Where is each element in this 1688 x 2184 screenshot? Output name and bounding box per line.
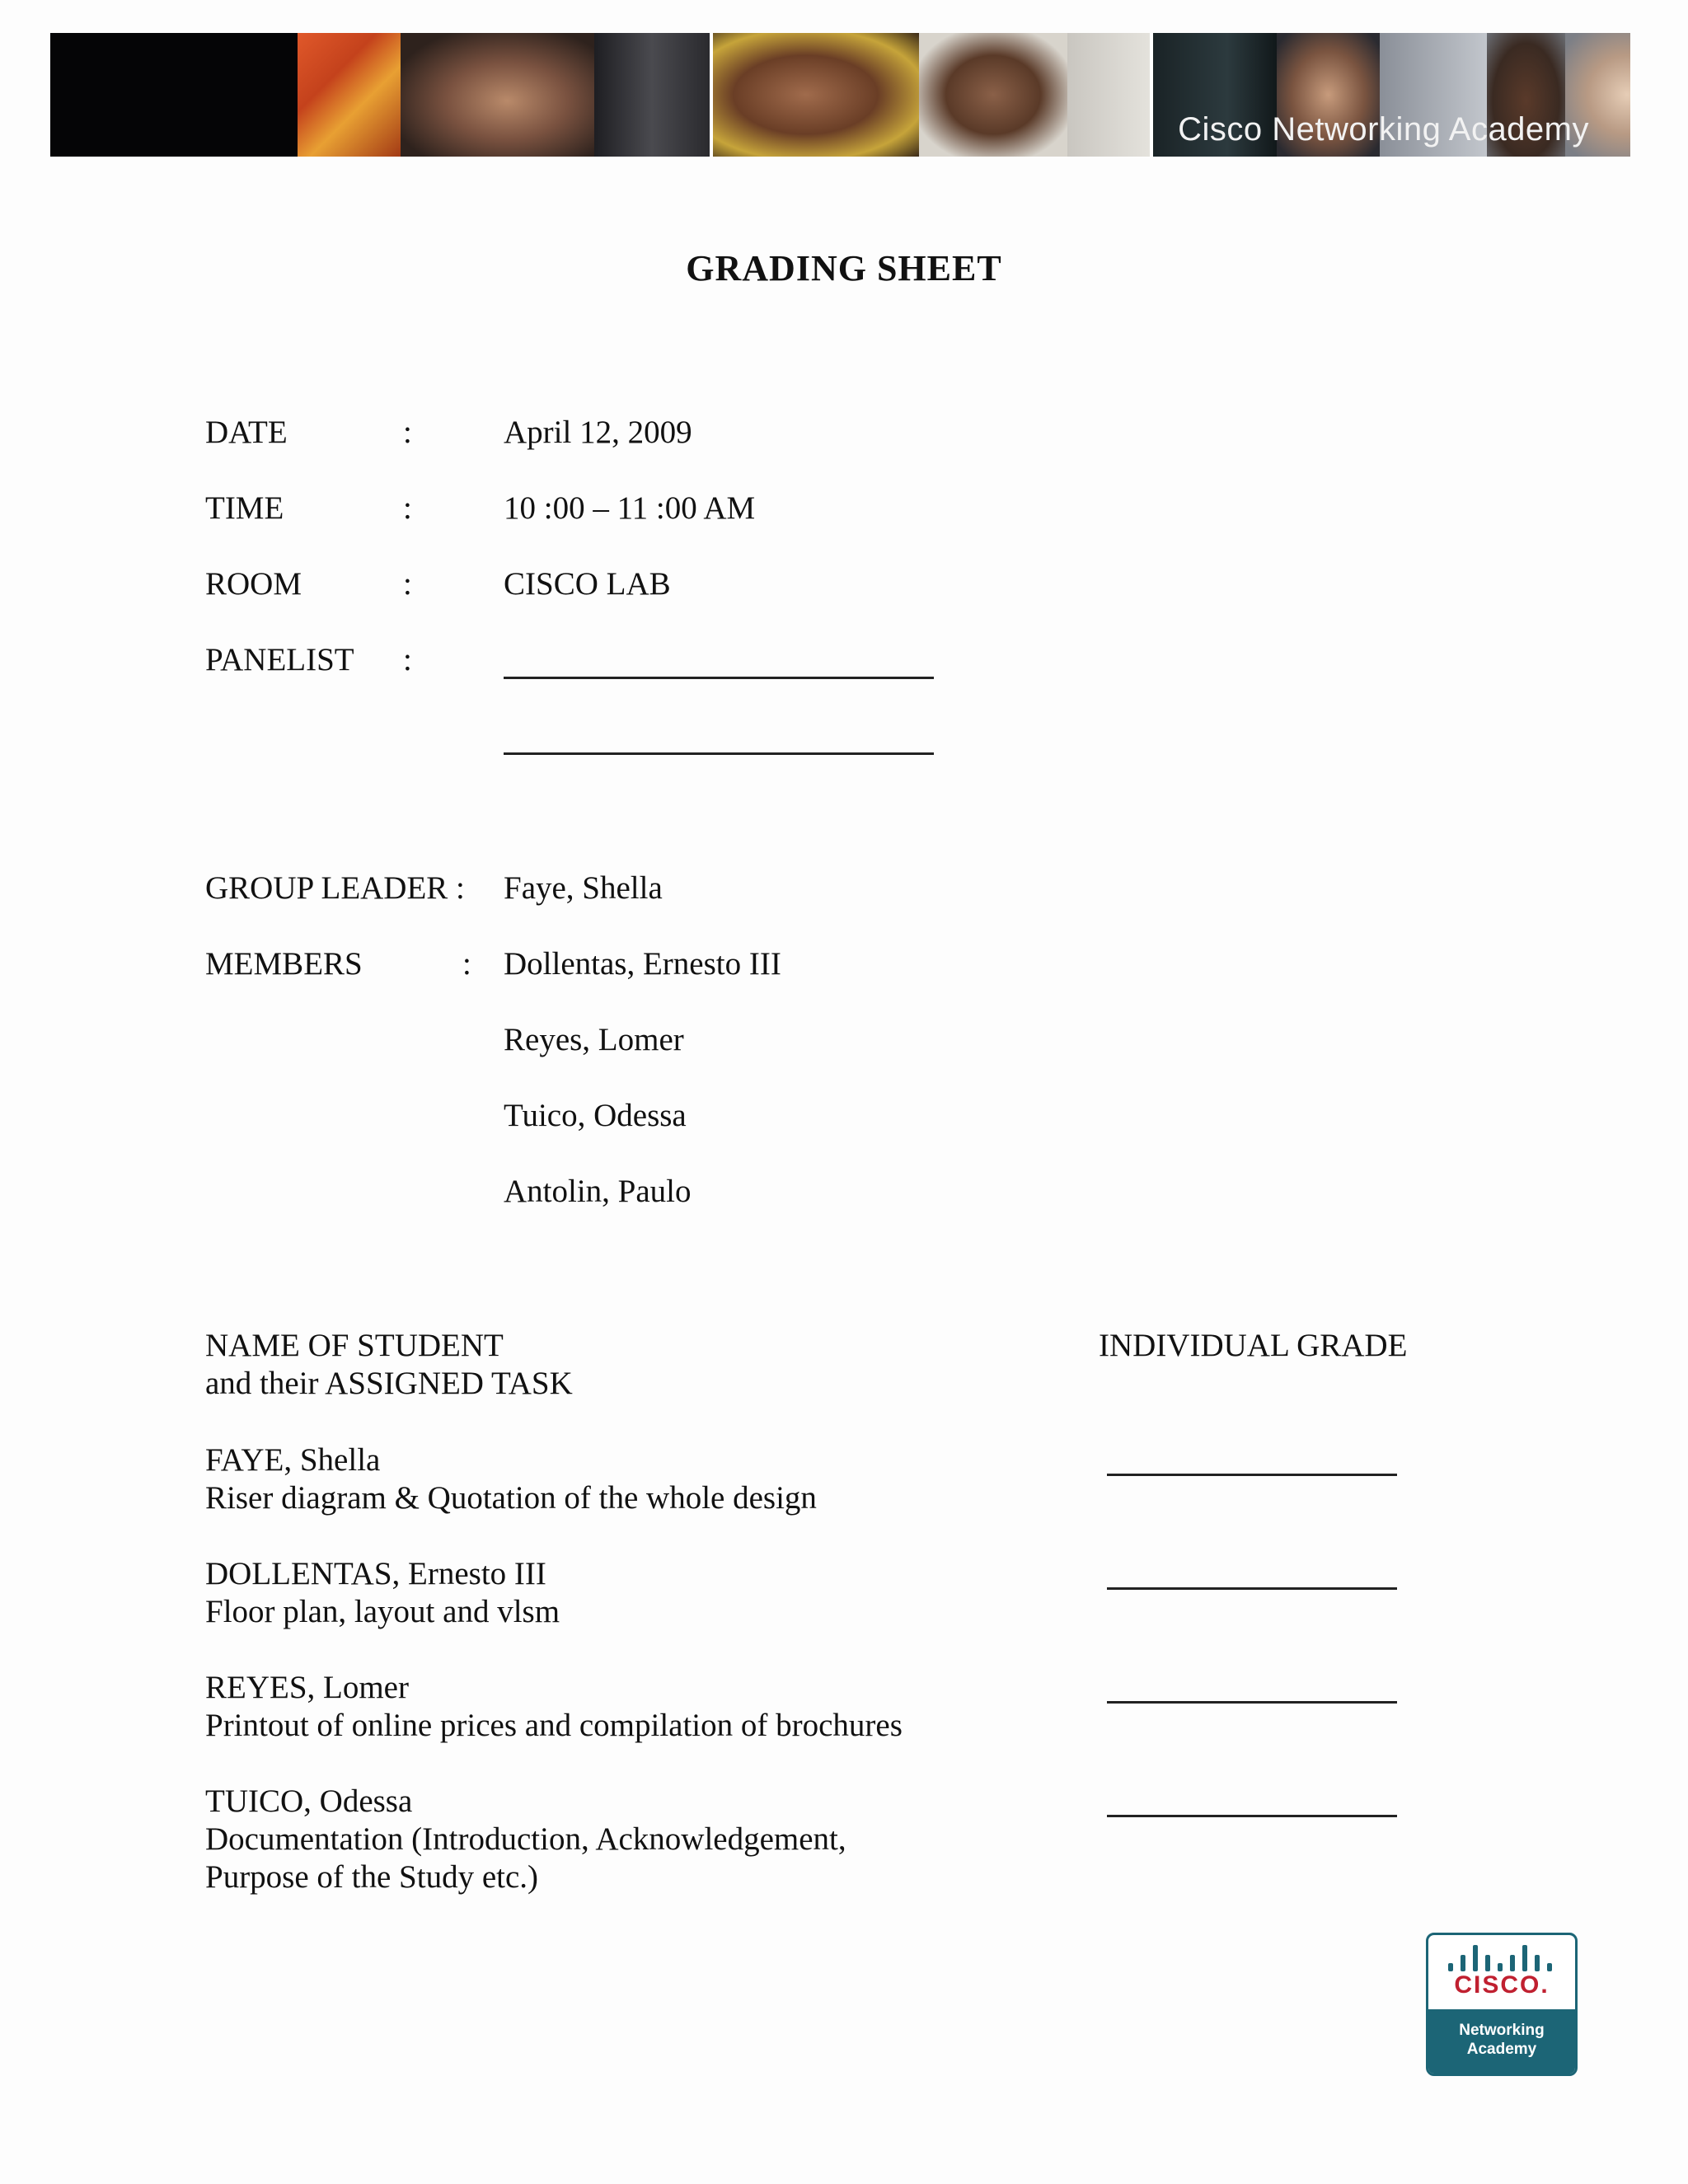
colon: : [403, 415, 412, 450]
cisco-networking-academy-logo [1426, 1933, 1578, 2076]
grade-blank-line [1107, 1701, 1397, 1704]
member-item: Dollentas, Ernesto III [504, 946, 781, 982]
banner-photo [1067, 33, 1153, 157]
banner-photo [594, 33, 710, 157]
assigned-task-header: and their ASSIGNED TASK [205, 1366, 573, 1401]
student-name: REYES, Lomer [205, 1670, 409, 1705]
student-task: Documentation (Introduction, Acknowledgement, [205, 1821, 846, 1857]
date-value: April 12, 2009 [504, 415, 692, 450]
logo-line-networking: Networking [1459, 2022, 1545, 2039]
time-value: 10 :00 – 11 :00 AM [504, 490, 756, 526]
grade-blank-line [1107, 1587, 1397, 1590]
individual-grade-header: INDIVIDUAL GRADE [1099, 1328, 1408, 1363]
panelist-label: PANELIST [205, 642, 354, 677]
panelist-blank-line [504, 677, 934, 679]
member-item: Antolin, Paulo [504, 1174, 692, 1209]
student-name: FAYE, Shella [205, 1442, 381, 1478]
student-task: Riser diagram & Quotation of the whole design [205, 1480, 817, 1516]
room-label: ROOM [205, 566, 302, 602]
page-title: GRADING SHEET [686, 248, 1002, 288]
banner-photo [298, 33, 401, 157]
grade-blank-line [1107, 1474, 1397, 1476]
colon: : [462, 946, 471, 982]
banner-photo [710, 33, 919, 157]
banner-photo [401, 33, 594, 157]
group-leader-value: Faye, Shella [504, 870, 663, 906]
member-item: Tuico, Odessa [504, 1098, 687, 1133]
cisco-bars-icon [1448, 1945, 1555, 1971]
student-task-continued: Purpose of the Study etc.) [205, 1859, 539, 1895]
header-banner [50, 33, 1630, 157]
banner-photo [50, 33, 298, 157]
time-label: TIME [205, 490, 284, 526]
logo-academy-band [1428, 2009, 1575, 2074]
colon: : [403, 642, 412, 677]
date-label: DATE [205, 415, 288, 450]
banner-photo [919, 33, 1067, 157]
student-task: Printout of online prices and compilation of brochures [205, 1708, 903, 1743]
logo-line-academy: Academy [1466, 2041, 1537, 2058]
student-name: DOLLENTAS, Ernesto III [205, 1556, 546, 1591]
grade-blank-line [1107, 1815, 1397, 1817]
members-label: MEMBERS [205, 946, 363, 982]
student-task: Floor plan, layout and vlsm [205, 1594, 560, 1629]
colon: : [403, 566, 412, 602]
member-item: Reyes, Lomer [504, 1022, 684, 1057]
panelist-blank-line [504, 752, 934, 755]
student-name: TUICO, Odessa [205, 1783, 413, 1819]
name-of-student-header: NAME OF STUDENT [205, 1328, 504, 1363]
group-leader-label: GROUP LEADER : [205, 870, 465, 906]
room-value: CISCO LAB [504, 566, 671, 602]
cisco-wordmark: CISCO. [1454, 1971, 1550, 1999]
banner-brand-text: Cisco Networking Academy [1178, 111, 1589, 148]
colon: : [403, 490, 412, 526]
